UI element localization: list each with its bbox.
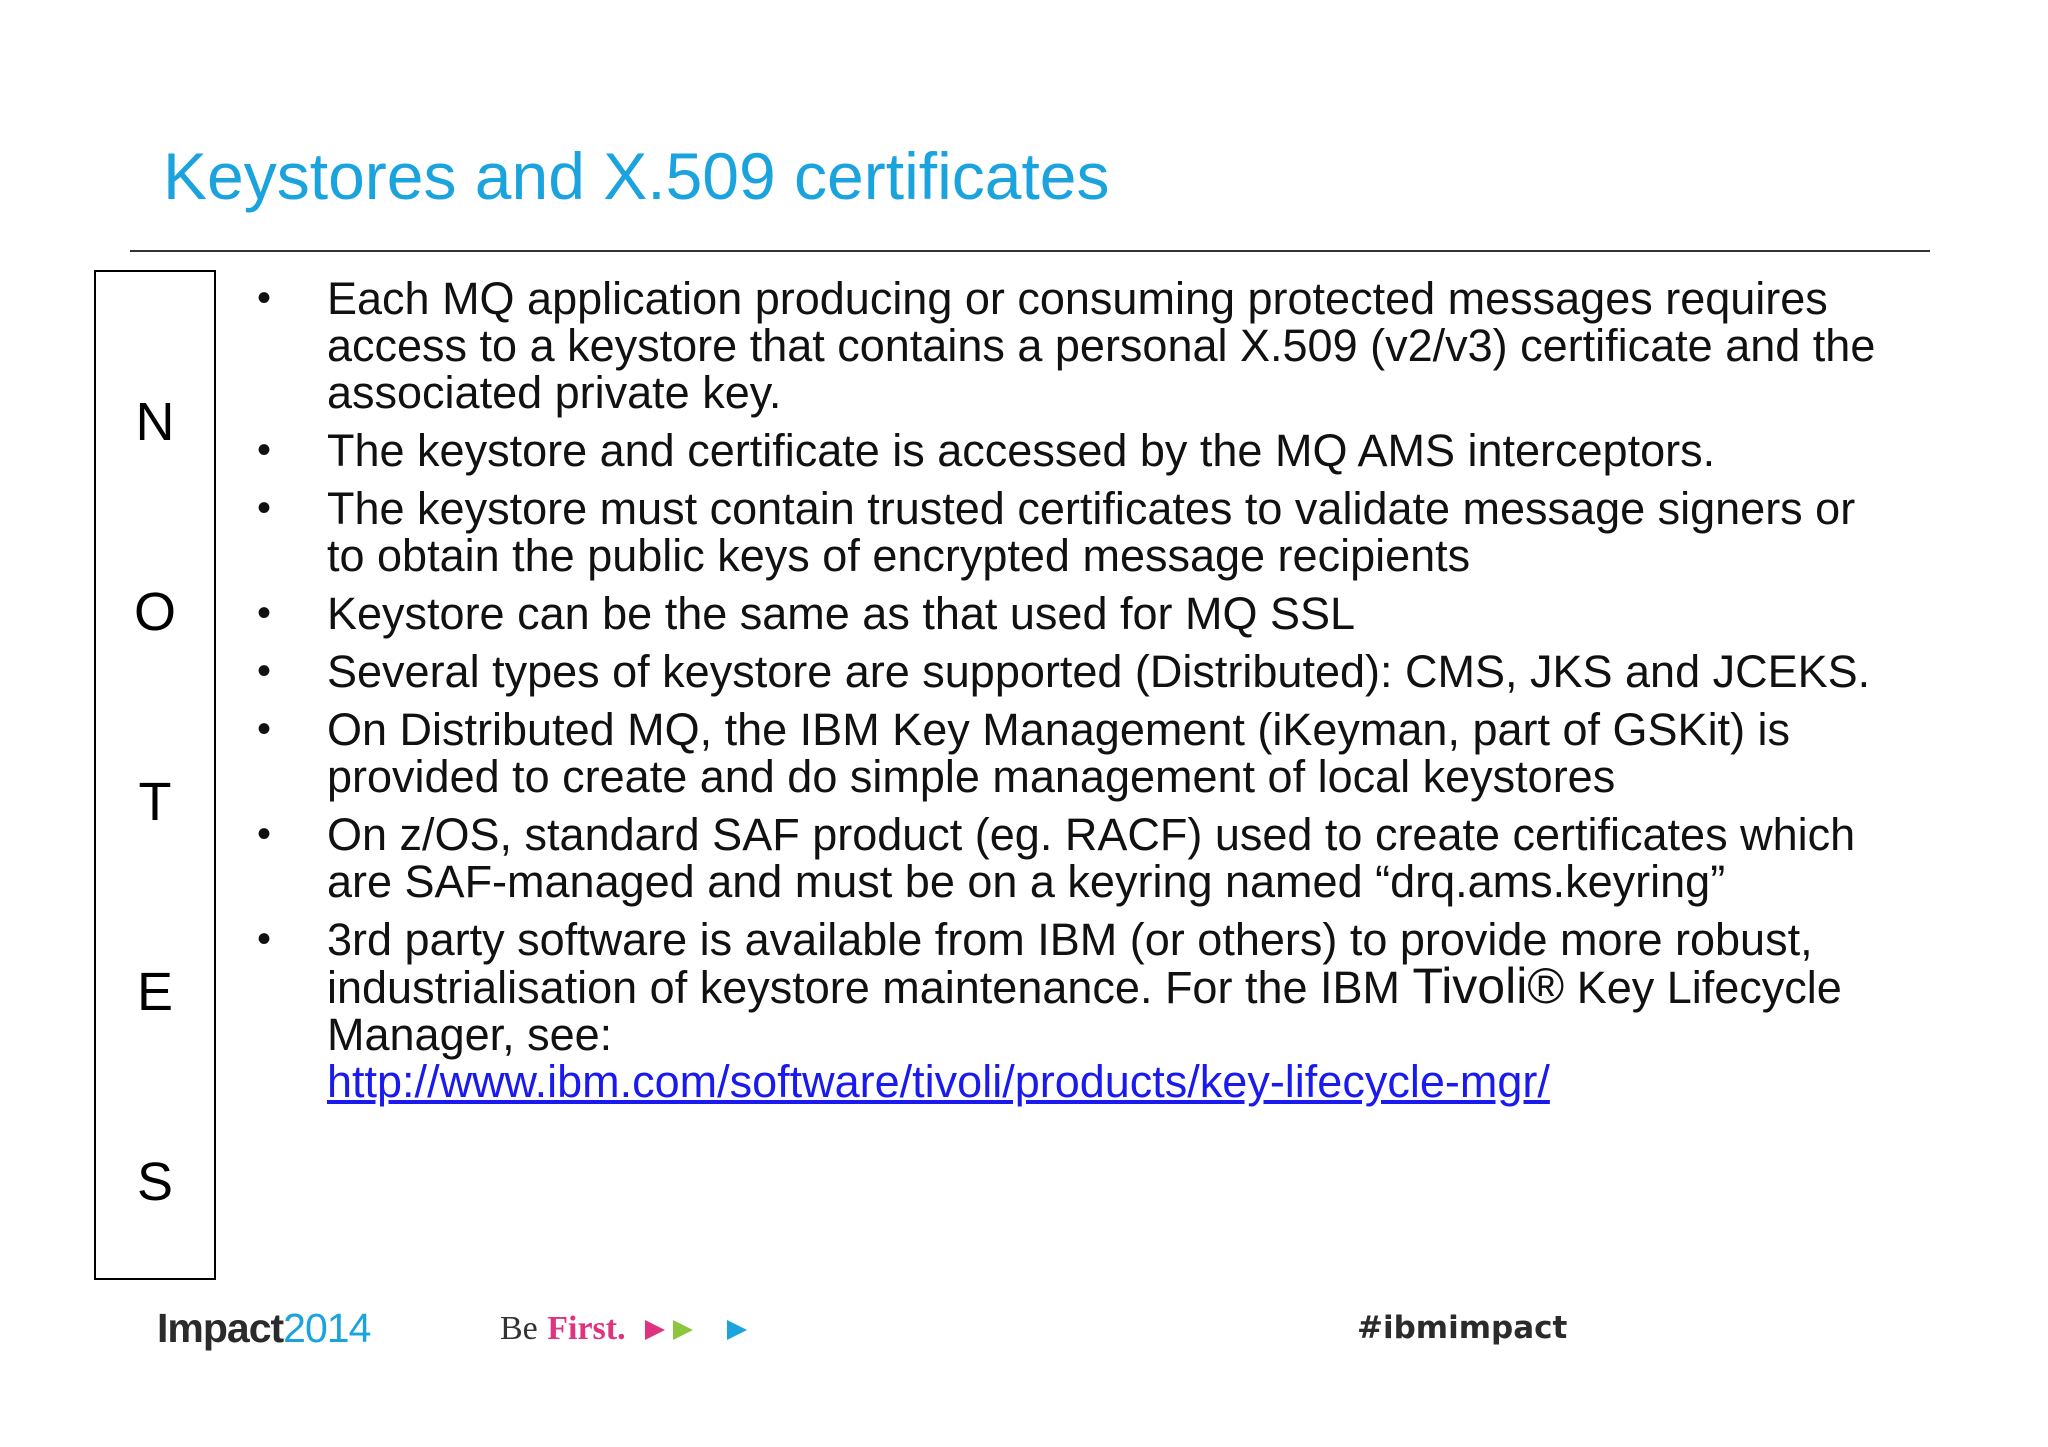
notes-label-box <box>94 270 216 1280</box>
impact-word: Impact <box>157 1305 284 1351</box>
tivoli-word: Tivoli® <box>1412 958 1565 1014</box>
bullet-item <box>245 706 1905 800</box>
bullet-dot: • <box>257 707 272 751</box>
hashtag-label: #ibmimpact <box>1357 1310 1568 1346</box>
arrow-blue-icon <box>727 1320 747 1340</box>
bullet-dot: • <box>257 917 272 961</box>
bullet-item <box>245 648 1905 695</box>
bullet-item <box>245 275 1905 416</box>
bullet-dot: • <box>257 276 272 320</box>
bullet-text-tail: Key Lifecycle Manager, see: <box>327 962 1842 1060</box>
slide-title: Keystores and X.509 certificates <box>163 139 1110 213</box>
bullet-list <box>245 275 1905 1116</box>
notes-letter-n: N <box>135 392 175 452</box>
bullet-item <box>245 427 1905 474</box>
bullet-text: Keystore can be the same as that used for MQ SSL <box>327 588 1356 639</box>
be-word: Be <box>500 1310 538 1347</box>
bullet-item <box>245 811 1905 905</box>
bullet-item <box>245 485 1905 579</box>
bullet-text: On Distributed MQ, the IBM Key Management (iKeyman, part of GSKit) is provided to create and do simple management of local keystores <box>327 704 1791 802</box>
bullet-text: 3rd party software is available from IBM (or others) to provide more robust, industrialisation of keystore maintenance. For the IBM <box>327 914 1813 1013</box>
play-arrows-icon <box>645 1317 755 1343</box>
arrow-green-icon <box>673 1320 693 1340</box>
bullet-item-last <box>245 916 1905 1105</box>
bullet-dot: • <box>257 649 272 693</box>
notes-letter-t: T <box>138 772 172 832</box>
notes-letter-o: O <box>133 582 176 642</box>
first-word: First. <box>547 1310 626 1347</box>
bullet-dot: • <box>257 591 272 635</box>
key-lifecycle-link[interactable]: http://www.ibm.com/software/tivoli/products/key-lifecycle-mgr/ <box>327 1056 1550 1107</box>
notes-letter-s: S <box>136 1152 174 1212</box>
bullet-text: The keystore must contain trusted certificates to validate message signers or to obtain the public keys of encrypted message recipients <box>327 483 1856 581</box>
notes-letter-e: E <box>136 962 174 1022</box>
bullet-item <box>245 590 1905 637</box>
impact-2014-logo <box>157 1305 371 1351</box>
bullet-dot: • <box>257 812 272 856</box>
bullet-text: Several types of keystore are supported (Distributed): CMS, JKS and JCEKS. <box>327 646 1871 697</box>
title-divider <box>130 250 1930 252</box>
impact-year: 2014 <box>283 1305 371 1351</box>
bullet-text: The keystore and certificate is accessed by the MQ AMS interceptors. <box>327 425 1716 476</box>
bullet-dot: • <box>257 428 272 472</box>
bullet-dot: • <box>257 486 272 530</box>
bullet-text: On z/OS, standard SAF product (eg. RACF) used to create certificates which are SAF-managed and must be on a keyring named “drq.ams.keyring” <box>327 809 1856 907</box>
arrow-pink-icon <box>645 1320 665 1340</box>
be-first-logo <box>500 1308 755 1348</box>
bullet-text: Each MQ application producing or consuming protected messages requires access to a keystore that contains a personal X.509 (v2/v3) certificate and the associated private key. <box>327 273 1876 418</box>
